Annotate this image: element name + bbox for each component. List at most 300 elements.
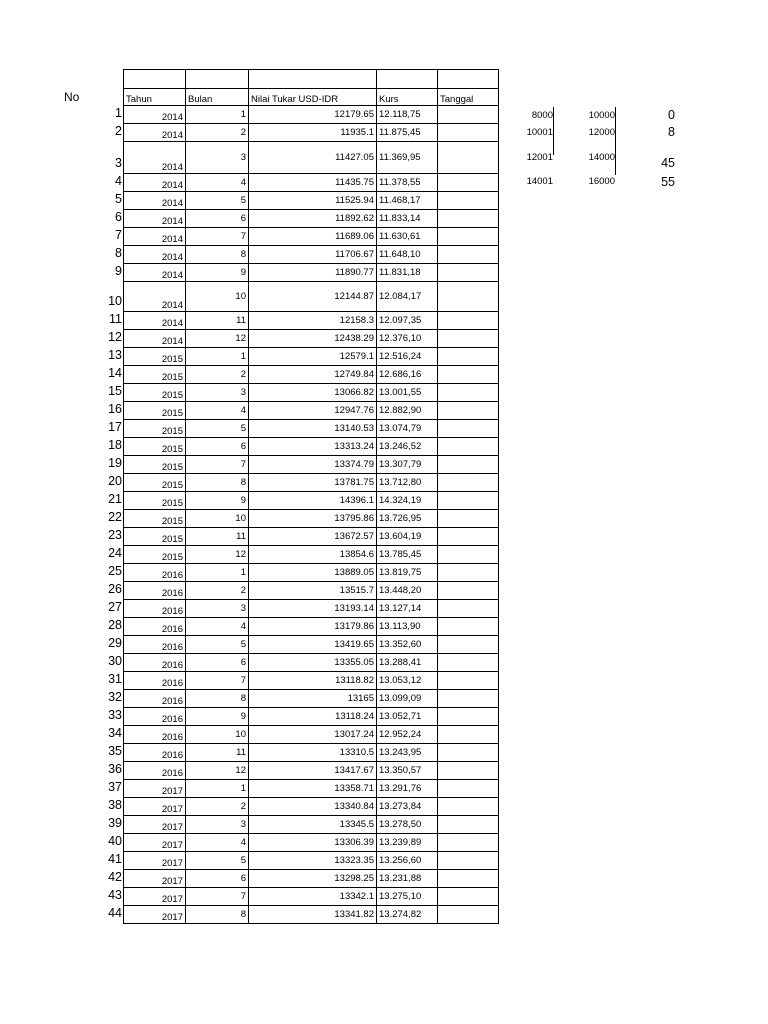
cell-tanggal[interactable] (438, 870, 499, 888)
cell-tahun[interactable]: 2015 (124, 438, 186, 456)
header-bulan[interactable]: Bulan (186, 89, 249, 106)
cell-tanggal[interactable] (438, 708, 499, 726)
cell-tahun[interactable]: 2016 (124, 744, 186, 762)
cell-kurs[interactable]: 11.378,55 (377, 174, 438, 192)
table-row (124, 546, 499, 564)
cell-bulan[interactable]: 2 (186, 124, 249, 142)
row-number: 44 (108, 906, 122, 920)
cell-kurs[interactable]: 13.785,45 (377, 546, 438, 564)
cell-tahun[interactable]: 2014 (124, 312, 186, 330)
cell-kurs[interactable]: 13.239,89 (377, 834, 438, 852)
cell-tahun[interactable]: 2014 (124, 330, 186, 348)
cell-tahun[interactable]: 2016 (124, 708, 186, 726)
table-row (124, 264, 499, 282)
cell-bulan[interactable]: 2 (186, 582, 249, 600)
cell-bulan[interactable]: 9 (186, 492, 249, 510)
row-number: 24 (108, 546, 122, 560)
row-number: 31 (108, 672, 122, 686)
cell-kurs[interactable]: 13.231,88 (377, 870, 438, 888)
cell-nilai[interactable]: 11892.62 (249, 210, 377, 228)
cell-nilai[interactable]: 12179.65 (249, 106, 377, 124)
cell-kurs[interactable]: 12.686,16 (377, 366, 438, 384)
cell-kurs[interactable]: 13.001,55 (377, 384, 438, 402)
cell-tahun[interactable]: 2017 (124, 816, 186, 834)
lookup-value[interactable]: 0 (668, 108, 675, 122)
cell-nilai[interactable]: 13323.35 (249, 852, 377, 870)
cell-nilai[interactable]: 13313.24 (249, 438, 377, 456)
cell-kurs[interactable]: 11.833,14 (377, 210, 438, 228)
cell-kurs[interactable]: 13.350,57 (377, 762, 438, 780)
cell-bulan[interactable]: 1 (186, 564, 249, 582)
cell-tanggal[interactable] (438, 456, 499, 474)
cell-bulan[interactable]: 10 (186, 726, 249, 744)
cell-kurs[interactable]: 13.113,90 (377, 618, 438, 636)
cell-tahun[interactable]: 2015 (124, 366, 186, 384)
cell-tanggal[interactable] (438, 798, 499, 816)
cell-kurs[interactable]: 13.352,60 (377, 636, 438, 654)
cell-tahun[interactable]: 2016 (124, 600, 186, 618)
cell-bulan[interactable]: 11 (186, 744, 249, 762)
cell-nilai[interactable]: 13358.71 (249, 780, 377, 798)
cell-tanggal[interactable] (438, 438, 499, 456)
cell-tanggal[interactable] (438, 888, 499, 906)
cell-bulan[interactable]: 6 (186, 870, 249, 888)
cell-tahun[interactable]: 2016 (124, 762, 186, 780)
cell-kurs[interactable]: 13.712,80 (377, 474, 438, 492)
cell-kurs[interactable]: 12.097,35 (377, 312, 438, 330)
row-number: 23 (108, 528, 122, 542)
cell-bulan[interactable]: 7 (186, 672, 249, 690)
cell-bulan[interactable]: 4 (186, 618, 249, 636)
cell-tanggal[interactable] (438, 582, 499, 600)
table-row (124, 636, 499, 654)
cell-tahun[interactable]: 2015 (124, 402, 186, 420)
cell-tahun[interactable]: 2017 (124, 906, 186, 924)
row-number: 22 (108, 510, 122, 524)
cell-bulan[interactable]: 4 (186, 402, 249, 420)
row-number: 2 (115, 124, 122, 138)
cell-kurs[interactable]: 11.369,95 (377, 142, 438, 174)
cell-kurs[interactable]: 11.630,61 (377, 228, 438, 246)
lookup-from[interactable]: 12001 (526, 152, 553, 163)
cell-kurs[interactable]: 14.324,19 (377, 492, 438, 510)
cell-tahun[interactable]: 2017 (124, 888, 186, 906)
blank-cell[interactable] (377, 70, 438, 89)
cell-tanggal[interactable] (438, 510, 499, 528)
cell-nilai[interactable]: 13341.82 (249, 906, 377, 924)
table-row (124, 852, 499, 870)
cell-tanggal[interactable] (438, 192, 499, 210)
lookup-to[interactable]: 16000 (588, 176, 615, 187)
table-row (124, 726, 499, 744)
cell-nilai[interactable]: 13017.24 (249, 726, 377, 744)
cell-nilai[interactable]: 13342.1 (249, 888, 377, 906)
table-row (124, 366, 499, 384)
cell-nilai[interactable]: 13355.05 (249, 654, 377, 672)
row-number: 7 (115, 228, 122, 242)
cell-bulan[interactable]: 5 (186, 192, 249, 210)
cell-tahun[interactable]: 2017 (124, 834, 186, 852)
cell-tanggal[interactable] (438, 348, 499, 366)
table-row (124, 906, 499, 924)
cell-tanggal[interactable] (438, 228, 499, 246)
cell-nilai[interactable]: 13298.25 (249, 870, 377, 888)
lookup-value[interactable]: 8 (668, 125, 675, 139)
exchange-rate-table (123, 69, 499, 924)
cell-tanggal[interactable] (438, 384, 499, 402)
cell-tanggal[interactable] (438, 636, 499, 654)
cell-tahun[interactable]: 2015 (124, 456, 186, 474)
lookup-value[interactable]: 55 (661, 175, 675, 189)
cell-tanggal[interactable] (438, 834, 499, 852)
cell-bulan[interactable]: 5 (186, 636, 249, 654)
row-number: 27 (108, 600, 122, 614)
cell-tahun[interactable]: 2014 (124, 124, 186, 142)
cell-tanggal[interactable] (438, 246, 499, 264)
cell-kurs[interactable]: 13.448,20 (377, 582, 438, 600)
cell-tanggal[interactable] (438, 264, 499, 282)
cell-tanggal[interactable] (438, 726, 499, 744)
cell-tanggal[interactable] (438, 312, 499, 330)
header-nilai[interactable]: Nilai Tukar USD-IDR (249, 89, 377, 106)
cell-kurs[interactable]: 12.882,90 (377, 402, 438, 420)
table-row (124, 600, 499, 618)
table-row (124, 780, 499, 798)
cell-bulan[interactable]: 3 (186, 384, 249, 402)
cell-kurs[interactable]: 13.307,79 (377, 456, 438, 474)
cell-kurs[interactable]: 11.648,10 (377, 246, 438, 264)
table-row (124, 456, 499, 474)
cell-kurs[interactable]: 13.604,19 (377, 528, 438, 546)
cell-tanggal[interactable] (438, 546, 499, 564)
cell-kurs[interactable]: 13.819,75 (377, 564, 438, 582)
cell-tanggal[interactable] (438, 564, 499, 582)
cell-nilai[interactable]: 13781.75 (249, 474, 377, 492)
cell-tahun[interactable]: 2014 (124, 192, 186, 210)
cell-bulan[interactable]: 3 (186, 816, 249, 834)
cell-tanggal[interactable] (438, 600, 499, 618)
row-number: 4 (115, 174, 122, 188)
cell-nilai[interactable]: 12438.29 (249, 330, 377, 348)
cell-nilai[interactable]: 11935.1 (249, 124, 377, 142)
row-number: 39 (108, 816, 122, 830)
cell-kurs[interactable]: 13.099,09 (377, 690, 438, 708)
row-number: 6 (115, 210, 122, 224)
cell-kurs[interactable]: 13.274,82 (377, 906, 438, 924)
cell-nilai[interactable]: 11890.77 (249, 264, 377, 282)
cell-tanggal[interactable] (438, 528, 499, 546)
cell-bulan[interactable]: 7 (186, 888, 249, 906)
cell-tanggal[interactable] (438, 210, 499, 228)
cell-tahun[interactable]: 2017 (124, 780, 186, 798)
cell-tahun[interactable]: 2014 (124, 246, 186, 264)
cell-nilai[interactable]: 13374.79 (249, 456, 377, 474)
row-number: 10 (108, 294, 122, 308)
cell-bulan[interactable]: 7 (186, 228, 249, 246)
row-number: 17 (108, 420, 122, 434)
row-number: 35 (108, 744, 122, 758)
cell-kurs[interactable]: 13.726,95 (377, 510, 438, 528)
blank-cell[interactable] (186, 70, 249, 89)
cell-bulan[interactable]: 4 (186, 174, 249, 192)
cell-bulan[interactable]: 2 (186, 798, 249, 816)
lookup-to[interactable]: 12000 (588, 127, 615, 138)
cell-tahun[interactable]: 2016 (124, 690, 186, 708)
table-row (124, 174, 499, 192)
cell-tahun[interactable]: 2014 (124, 174, 186, 192)
cell-tahun[interactable]: 2016 (124, 672, 186, 690)
table-row (124, 798, 499, 816)
cell-nilai[interactable]: 13140.53 (249, 420, 377, 438)
row-number: 38 (108, 798, 122, 812)
cell-nilai[interactable]: 11435.75 (249, 174, 377, 192)
table-row (124, 834, 499, 852)
table-row (124, 582, 499, 600)
blank-cell[interactable] (124, 70, 186, 89)
cell-tanggal[interactable] (438, 420, 499, 438)
cell-nilai[interactable]: 13417.67 (249, 762, 377, 780)
table-row (124, 124, 499, 142)
cell-tanggal[interactable] (438, 762, 499, 780)
cell-nilai[interactable]: 13165 (249, 690, 377, 708)
cell-nilai[interactable]: 11706.67 (249, 246, 377, 264)
table-row (124, 210, 499, 228)
cell-bulan[interactable]: 1 (186, 780, 249, 798)
cell-nilai[interactable]: 13340.84 (249, 798, 377, 816)
table-row (124, 474, 499, 492)
cell-tahun[interactable]: 2014 (124, 264, 186, 282)
cell-bulan[interactable]: 11 (186, 312, 249, 330)
cell-tanggal[interactable] (438, 366, 499, 384)
cell-nilai[interactable]: 11525.94 (249, 192, 377, 210)
row-number: 28 (108, 618, 122, 632)
cell-nilai[interactable]: 13854.6 (249, 546, 377, 564)
cell-nilai[interactable]: 12144.87 (249, 282, 377, 312)
cell-bulan[interactable]: 1 (186, 106, 249, 124)
lookup-to[interactable]: 14000 (588, 152, 615, 163)
cell-kurs[interactable]: 11.875,45 (377, 124, 438, 142)
cell-tanggal[interactable] (438, 780, 499, 798)
cell-kurs[interactable]: 12.952,24 (377, 726, 438, 744)
cell-bulan[interactable]: 5 (186, 852, 249, 870)
cell-tanggal[interactable] (438, 906, 499, 924)
cell-tanggal[interactable] (438, 690, 499, 708)
cell-nilai[interactable]: 13179.86 (249, 618, 377, 636)
cell-bulan[interactable]: 9 (186, 708, 249, 726)
table-row (124, 228, 499, 246)
cell-kurs[interactable]: 13.291,76 (377, 780, 438, 798)
cell-tahun[interactable]: 2015 (124, 348, 186, 366)
cell-kurs[interactable]: 13.273,84 (377, 798, 438, 816)
row-number: 25 (108, 564, 122, 578)
cell-nilai[interactable]: 12158.3 (249, 312, 377, 330)
header-tahun[interactable]: Tahun (124, 89, 186, 106)
cell-tahun[interactable]: 2016 (124, 636, 186, 654)
cell-tahun[interactable]: 2015 (124, 492, 186, 510)
cell-kurs[interactable]: 12.084,17 (377, 282, 438, 312)
cell-tanggal[interactable] (438, 282, 499, 312)
cell-bulan[interactable]: 9 (186, 264, 249, 282)
blank-cell[interactable] (249, 70, 377, 89)
cell-tahun[interactable]: 2016 (124, 618, 186, 636)
table-row (124, 744, 499, 762)
cell-bulan[interactable]: 2 (186, 366, 249, 384)
cell-tahun[interactable]: 2014 (124, 228, 186, 246)
cell-bulan[interactable]: 1 (186, 348, 249, 366)
cell-tanggal[interactable] (438, 618, 499, 636)
cell-tahun[interactable]: 2015 (124, 474, 186, 492)
cell-nilai[interactable]: 13306.39 (249, 834, 377, 852)
cell-tahun[interactable]: 2016 (124, 654, 186, 672)
row-number: 5 (115, 192, 122, 206)
lookup-value[interactable]: 45 (661, 156, 675, 170)
table-row (124, 618, 499, 636)
table-row (124, 672, 499, 690)
cell-bulan[interactable]: 6 (186, 654, 249, 672)
cell-tanggal[interactable] (438, 672, 499, 690)
cell-kurs[interactable]: 12.118,75 (377, 106, 438, 124)
cell-tanggal[interactable] (438, 654, 499, 672)
cell-nilai[interactable]: 13118.24 (249, 708, 377, 726)
table-row (124, 246, 499, 264)
cell-tanggal[interactable] (438, 402, 499, 420)
cell-bulan[interactable]: 12 (186, 330, 249, 348)
cell-nilai[interactable]: 13795.86 (249, 510, 377, 528)
cell-kurs[interactable]: 11.831,18 (377, 264, 438, 282)
cell-tanggal[interactable] (438, 174, 499, 192)
cell-nilai[interactable]: 13066.82 (249, 384, 377, 402)
row-number: 32 (108, 690, 122, 704)
header-kurs[interactable]: Kurs (377, 89, 438, 106)
lookup-from[interactable]: 10001 (526, 127, 553, 138)
row-number: 12 (108, 330, 122, 344)
cell-tanggal[interactable] (438, 142, 499, 174)
lookup-divider (553, 107, 554, 155)
table-row (124, 348, 499, 366)
row-number: 19 (108, 456, 122, 470)
cell-kurs[interactable]: 13.256,60 (377, 852, 438, 870)
cell-tahun[interactable]: 2015 (124, 528, 186, 546)
cell-bulan[interactable]: 5 (186, 420, 249, 438)
row-number: 29 (108, 636, 122, 650)
table-row (124, 142, 499, 174)
cell-kurs[interactable]: 13.074,79 (377, 420, 438, 438)
cell-nilai[interactable]: 13310.5 (249, 744, 377, 762)
cell-kurs[interactable]: 12.516,24 (377, 348, 438, 366)
cell-tanggal[interactable] (438, 474, 499, 492)
cell-bulan[interactable]: 8 (186, 474, 249, 492)
row-number: 42 (108, 870, 122, 884)
cell-kurs[interactable]: 12.376,10 (377, 330, 438, 348)
cell-kurs[interactable]: 11.468,17 (377, 192, 438, 210)
cell-tanggal[interactable] (438, 492, 499, 510)
cell-nilai[interactable]: 13515.7 (249, 582, 377, 600)
cell-kurs[interactable]: 13.243,95 (377, 744, 438, 762)
cell-tahun[interactable]: 2015 (124, 510, 186, 528)
blank-cell[interactable] (438, 70, 499, 89)
cell-nilai[interactable]: 13672.57 (249, 528, 377, 546)
header-tanggal[interactable]: Tanggal (438, 89, 499, 106)
row-number: 8 (115, 246, 122, 260)
lookup-from[interactable]: 8000 (531, 110, 553, 121)
cell-tahun[interactable]: 2017 (124, 798, 186, 816)
table-row (124, 420, 499, 438)
cell-kurs[interactable]: 13.278,50 (377, 816, 438, 834)
cell-bulan[interactable]: 12 (186, 546, 249, 564)
cell-bulan[interactable]: 8 (186, 906, 249, 924)
cell-kurs[interactable]: 13.288,41 (377, 654, 438, 672)
cell-tahun[interactable]: 2017 (124, 870, 186, 888)
cell-kurs[interactable]: 13.246,52 (377, 438, 438, 456)
cell-nilai[interactable]: 14396.1 (249, 492, 377, 510)
row-number: 9 (115, 264, 122, 278)
cell-tahun[interactable]: 2016 (124, 582, 186, 600)
cell-bulan[interactable]: 8 (186, 246, 249, 264)
cell-nilai[interactable]: 11689.06 (249, 228, 377, 246)
cell-tanggal[interactable] (438, 124, 499, 142)
lookup-to[interactable]: 10000 (588, 110, 615, 121)
cell-bulan[interactable]: 4 (186, 834, 249, 852)
cell-kurs[interactable]: 13.127,14 (377, 600, 438, 618)
cell-bulan[interactable]: 10 (186, 510, 249, 528)
cell-tahun[interactable]: 2014 (124, 210, 186, 228)
blank-row (124, 70, 499, 89)
cell-tanggal[interactable] (438, 852, 499, 870)
cell-nilai[interactable]: 13345.5 (249, 816, 377, 834)
cell-bulan[interactable]: 6 (186, 438, 249, 456)
table-row (124, 438, 499, 456)
cell-bulan[interactable]: 3 (186, 142, 249, 174)
cell-bulan[interactable]: 7 (186, 456, 249, 474)
cell-tanggal[interactable] (438, 744, 499, 762)
cell-tahun[interactable]: 2014 (124, 106, 186, 124)
cell-kurs[interactable]: 13.275,10 (377, 888, 438, 906)
cell-tanggal[interactable] (438, 330, 499, 348)
cell-tahun[interactable]: 2016 (124, 564, 186, 582)
row-number: 1 (115, 106, 122, 120)
cell-bulan[interactable]: 3 (186, 600, 249, 618)
cell-nilai[interactable]: 13419.65 (249, 636, 377, 654)
cell-tanggal[interactable] (438, 106, 499, 124)
table-row (124, 654, 499, 672)
cell-nilai[interactable]: 12749.84 (249, 366, 377, 384)
cell-nilai[interactable]: 12579.1 (249, 348, 377, 366)
cell-tahun[interactable]: 2016 (124, 726, 186, 744)
cell-bulan[interactable]: 6 (186, 210, 249, 228)
lookup-from[interactable]: 14001 (526, 176, 553, 187)
cell-bulan[interactable]: 8 (186, 690, 249, 708)
cell-nilai[interactable]: 11427.05 (249, 142, 377, 174)
cell-nilai[interactable]: 13193.14 (249, 600, 377, 618)
cell-tahun[interactable]: 2017 (124, 852, 186, 870)
cell-nilai[interactable]: 12947.76 (249, 402, 377, 420)
cell-tanggal[interactable] (438, 816, 499, 834)
cell-bulan[interactable]: 10 (186, 282, 249, 312)
cell-nilai[interactable]: 13889.05 (249, 564, 377, 582)
cell-bulan[interactable]: 11 (186, 528, 249, 546)
cell-nilai[interactable]: 13118.82 (249, 672, 377, 690)
cell-tahun[interactable]: 2015 (124, 420, 186, 438)
cell-bulan[interactable]: 12 (186, 762, 249, 780)
cell-kurs[interactable]: 13.052,71 (377, 708, 438, 726)
cell-kurs[interactable]: 13.053,12 (377, 672, 438, 690)
cell-tahun[interactable]: 2015 (124, 384, 186, 402)
cell-tahun[interactable]: 2014 (124, 282, 186, 312)
lookup-table (520, 107, 680, 187)
cell-tahun[interactable]: 2014 (124, 142, 186, 174)
table-row (124, 762, 499, 780)
cell-tahun[interactable]: 2015 (124, 546, 186, 564)
